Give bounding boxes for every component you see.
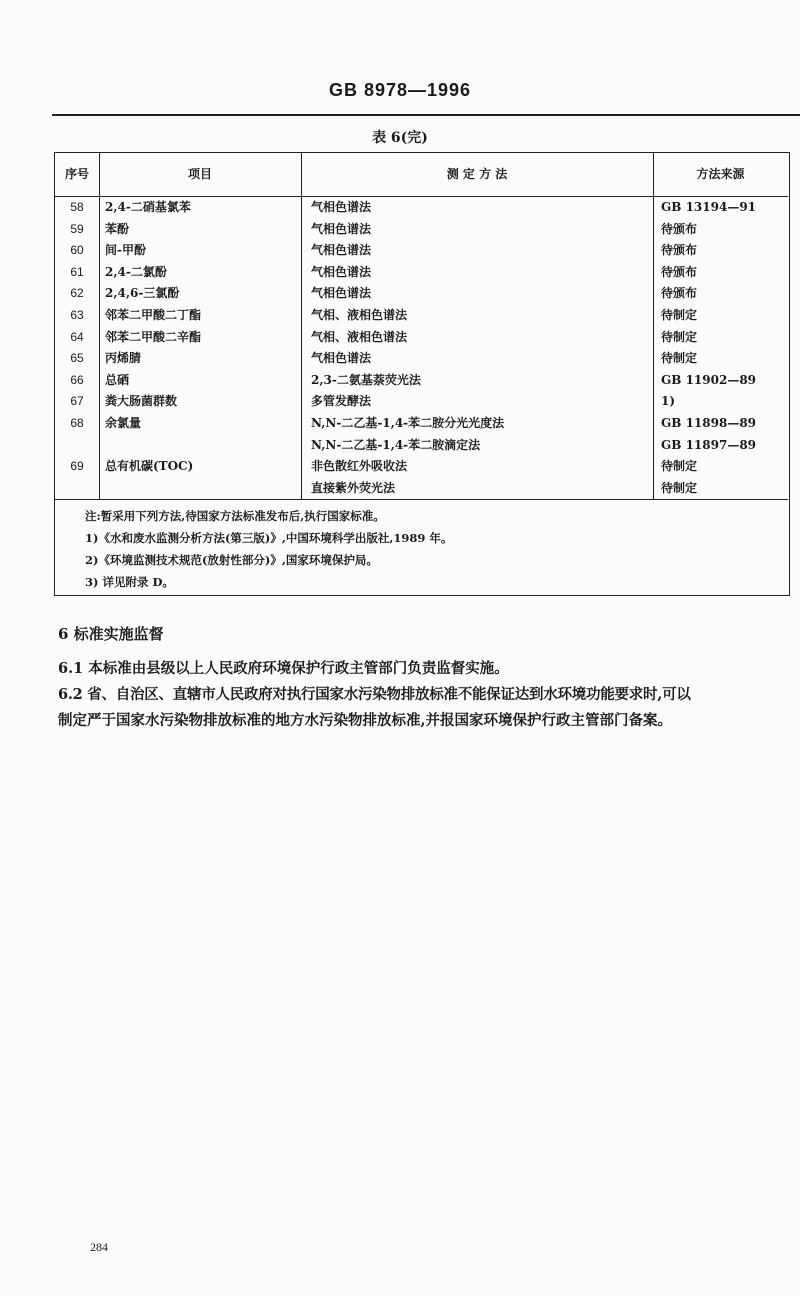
row-item: 2,4-二硝基氯苯 (105, 200, 191, 214)
row-seq: 61 (70, 264, 84, 279)
row-source: 待颁布 (661, 243, 698, 258)
row-method: N,N-二乙基-1,4-苯二胺滴定法 (311, 437, 481, 452)
row-item: 2,4,6-三氯酚 (105, 286, 180, 301)
row-method: 气相色谱法 (311, 221, 372, 236)
table-notes (85, 505, 452, 593)
row-method: 气相、液相色谱法 (311, 308, 408, 322)
col-divider (301, 153, 302, 499)
table-caption: 表 6(完) (372, 130, 428, 146)
header-source: 方法来源 (696, 167, 745, 181)
row-item: 邻苯二甲酸二丁酯 (105, 308, 202, 322)
row-method: 气相、液相色谱法 (311, 329, 408, 344)
row-source: GB 11897—89 (661, 437, 757, 452)
row-source: 待制定 (661, 351, 698, 366)
row-source: 待颁布 (661, 264, 698, 279)
row-method: 多管发酵法 (311, 394, 372, 409)
row-source: 待颁布 (661, 221, 698, 236)
header-item: 项目 (187, 167, 212, 181)
row-seq: 67 (70, 394, 84, 409)
row-item: 邻苯二甲酸二辛酯 (105, 329, 202, 344)
row-method: 气相色谱法 (311, 243, 372, 258)
row-seq: 60 (70, 243, 84, 258)
row-item: 余氯量 (105, 416, 142, 430)
row-seq: 68 (70, 416, 84, 430)
notes-divider (55, 499, 788, 500)
header-seq: 序号 (64, 167, 89, 181)
row-source: 待颁布 (661, 286, 698, 301)
row-source: 待制定 (661, 480, 698, 495)
row-seq: 58 (70, 200, 84, 214)
row-method: N,N-二乙基-1,4-苯二胺分光光度法 (311, 416, 505, 430)
row-method: 非色散红外吸收法 (311, 459, 408, 474)
row-source: 待制定 (661, 459, 698, 474)
row-seq: 64 (70, 329, 84, 344)
paragraph-6-2-cont: 制定严于国家水污染物排放标准的地方水污染物排放标准,并报国家环境保护行政主管部门备案。 (58, 712, 673, 729)
paragraph-6-1: 6.1 本标准由县级以上人民政府环境保护行政主管部门负责监督实施。 (58, 660, 509, 677)
row-seq: 63 (70, 308, 84, 322)
standard-code: GB 8978—1996 (328, 80, 472, 100)
row-source: GB 11898—89 (661, 416, 757, 430)
row-method: 气相色谱法 (311, 286, 372, 301)
page-number: 284 (90, 1240, 108, 1254)
row-seq: 66 (70, 372, 84, 387)
row-item: 总硒 (105, 372, 130, 387)
row-seq: 62 (70, 286, 84, 301)
row-method: 气相色谱法 (311, 351, 372, 366)
section-title: 6 标准实施监督 (58, 625, 164, 643)
note-line: 3) 详见附录 D。 (85, 575, 174, 589)
header-method: 测 定 方 法 (446, 167, 508, 181)
row-seq: 65 (70, 351, 84, 366)
row-source: 1) (661, 394, 676, 409)
row-seq: 59 (70, 221, 84, 236)
row-item: 间-甲酚 (105, 243, 146, 258)
note-line: 2)《环境监测技术规范(放射性部分)》,国家环境保护局。 (85, 553, 378, 567)
note-line: 注:暂采用下列方法,待国家方法标准发布后,执行国家标准。 (85, 509, 385, 523)
row-item: 总有机碳(TOC) (105, 459, 194, 474)
row-item: 苯酚 (105, 221, 130, 236)
row-seq: 69 (70, 459, 84, 474)
row-source: 待制定 (661, 329, 698, 344)
col-divider (653, 153, 654, 499)
row-method: 直接紫外荧光法 (311, 480, 396, 495)
note-line: 1)《水和废水监测分析方法(第三版)》,中国环境科学出版社,1989 年。 (85, 531, 453, 545)
row-method: 2,3-二氨基萘荧光法 (311, 372, 421, 387)
row-item: 粪大肠菌群数 (105, 394, 178, 409)
row-method: 气相色谱法 (311, 264, 372, 279)
method-table (54, 152, 790, 596)
col-divider (99, 153, 100, 499)
row-item: 2,4-二氯酚 (105, 264, 167, 279)
row-source: 待制定 (661, 308, 698, 322)
header-rule (52, 114, 800, 116)
row-source: GB 11902—89 (661, 372, 757, 387)
row-source: GB 13194—91 (661, 200, 757, 214)
paragraph-6-2: 6.2 省、自治区、直辖市人民政府对执行国家水污染物排放标准不能保证达到水环境功能要求时,可以 (58, 686, 691, 703)
row-method: 气相色谱法 (311, 200, 372, 214)
row-item: 丙烯腈 (105, 351, 142, 366)
